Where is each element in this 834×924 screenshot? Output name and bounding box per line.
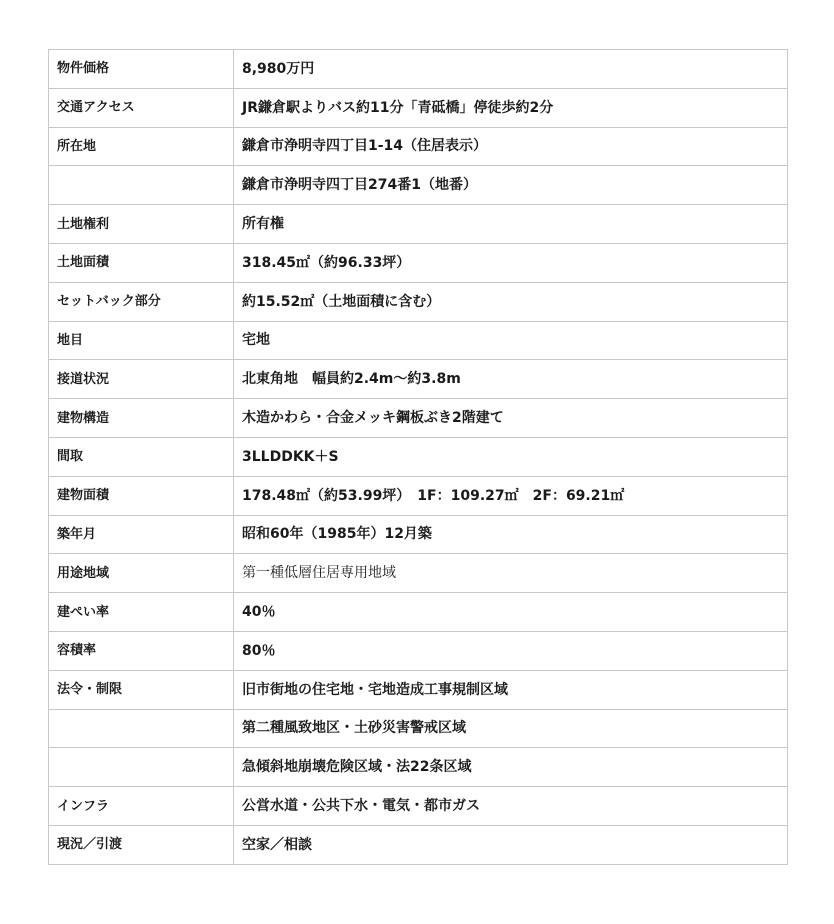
table-row-layout bbox=[49, 437, 788, 476]
table-row-current-status bbox=[49, 825, 788, 864]
row-label-address-lot bbox=[49, 166, 234, 205]
row-value-address-lot: 鎌倉市浄明寺四丁目274番1（地番） bbox=[234, 166, 788, 205]
row-value-zoning: 第一種低層住居専用地域 bbox=[234, 554, 788, 593]
row-label-floor-area-ratio: 容積率 bbox=[49, 631, 234, 670]
table-row-access bbox=[49, 88, 788, 127]
table-row-land-rights bbox=[49, 205, 788, 244]
row-value-built-date: 昭和60年（1985年）12月築 bbox=[234, 515, 788, 554]
row-label-built-date: 築年月 bbox=[49, 515, 234, 554]
row-value-land-category: 宅地 bbox=[234, 321, 788, 360]
table-row-zoning bbox=[49, 554, 788, 593]
row-value-access: JR鎌倉駅よりバス約11分「青砥橋」停徒歩約2分 bbox=[234, 88, 788, 127]
row-label-regulations: 法令・制限 bbox=[49, 670, 234, 709]
row-value-land-rights: 所有権 bbox=[234, 205, 788, 244]
row-label-access: 交通アクセス bbox=[49, 88, 234, 127]
table-row-road-access bbox=[49, 360, 788, 399]
row-value-setback: 約15.52㎡（土地面積に含む） bbox=[234, 282, 788, 321]
table-row-regulations-3 bbox=[49, 748, 788, 787]
table-row-address bbox=[49, 127, 788, 166]
row-label-setback: セットバック部分 bbox=[49, 282, 234, 321]
row-label-road-access: 接道状況 bbox=[49, 360, 234, 399]
table-row-building-area bbox=[49, 476, 788, 515]
row-label-address: 所在地 bbox=[49, 127, 234, 166]
row-label-land-area: 土地面積 bbox=[49, 243, 234, 282]
table-row-address-lot bbox=[49, 166, 788, 205]
row-value-address: 鎌倉市浄明寺四丁目1-14（住居表示） bbox=[234, 127, 788, 166]
row-value-infrastructure: 公営水道・公共下水・電気・都市ガス bbox=[234, 787, 788, 826]
row-value-coverage-ratio: 40％ bbox=[234, 593, 788, 632]
row-label-price: 物件価格 bbox=[49, 50, 234, 89]
table-row-price bbox=[49, 50, 788, 89]
row-value-current-status: 空家／相談 bbox=[234, 825, 788, 864]
table-row-structure bbox=[49, 399, 788, 438]
row-label-structure: 建物構造 bbox=[49, 399, 234, 438]
table-row-setback bbox=[49, 282, 788, 321]
row-label-coverage-ratio: 建ぺい率 bbox=[49, 593, 234, 632]
row-value-land-area: 318.45㎡（約96.33坪） bbox=[234, 243, 788, 282]
row-value-regulations-2: 第二種風致地区・土砂災害警戒区域 bbox=[234, 709, 788, 748]
table-row-land-area bbox=[49, 243, 788, 282]
row-value-building-area: 178.48㎡（約53.99坪） 1F：109.27㎡ 2F：69.21㎡ bbox=[234, 476, 788, 515]
row-label-regulations-3 bbox=[49, 748, 234, 787]
row-label-layout: 間取 bbox=[49, 437, 234, 476]
row-value-regulations: 旧市街地の住宅地・宅地造成工事規制区域 bbox=[234, 670, 788, 709]
table-row-regulations-2 bbox=[49, 709, 788, 748]
row-label-land-rights: 土地権利 bbox=[49, 205, 234, 244]
table-row-regulations bbox=[49, 670, 788, 709]
row-label-land-category: 地目 bbox=[49, 321, 234, 360]
row-value-road-access: 北東角地 幅員約2.4m～約3.8m bbox=[234, 360, 788, 399]
table-row-infrastructure bbox=[49, 787, 788, 826]
row-label-zoning: 用途地域 bbox=[49, 554, 234, 593]
table-row-built-date bbox=[49, 515, 788, 554]
row-label-regulations-2 bbox=[49, 709, 234, 748]
table-row-land-category bbox=[49, 321, 788, 360]
row-label-building-area: 建物面積 bbox=[49, 476, 234, 515]
row-value-structure: 木造かわら・合金メッキ鋼板ぶき2階建て bbox=[234, 399, 788, 438]
row-label-current-status: 現況／引渡 bbox=[49, 825, 234, 864]
row-value-layout: 3LLDDKK＋S bbox=[234, 437, 788, 476]
property-details-table bbox=[48, 49, 788, 865]
row-value-floor-area-ratio: 80％ bbox=[234, 631, 788, 670]
table-row-coverage-ratio bbox=[49, 593, 788, 632]
row-value-regulations-3: 急傾斜地崩壊危険区域・法22条区域 bbox=[234, 748, 788, 787]
table-row-floor-area-ratio bbox=[49, 631, 788, 670]
row-label-infrastructure: インフラ bbox=[49, 787, 234, 826]
row-value-price: 8,980万円 bbox=[234, 50, 788, 89]
